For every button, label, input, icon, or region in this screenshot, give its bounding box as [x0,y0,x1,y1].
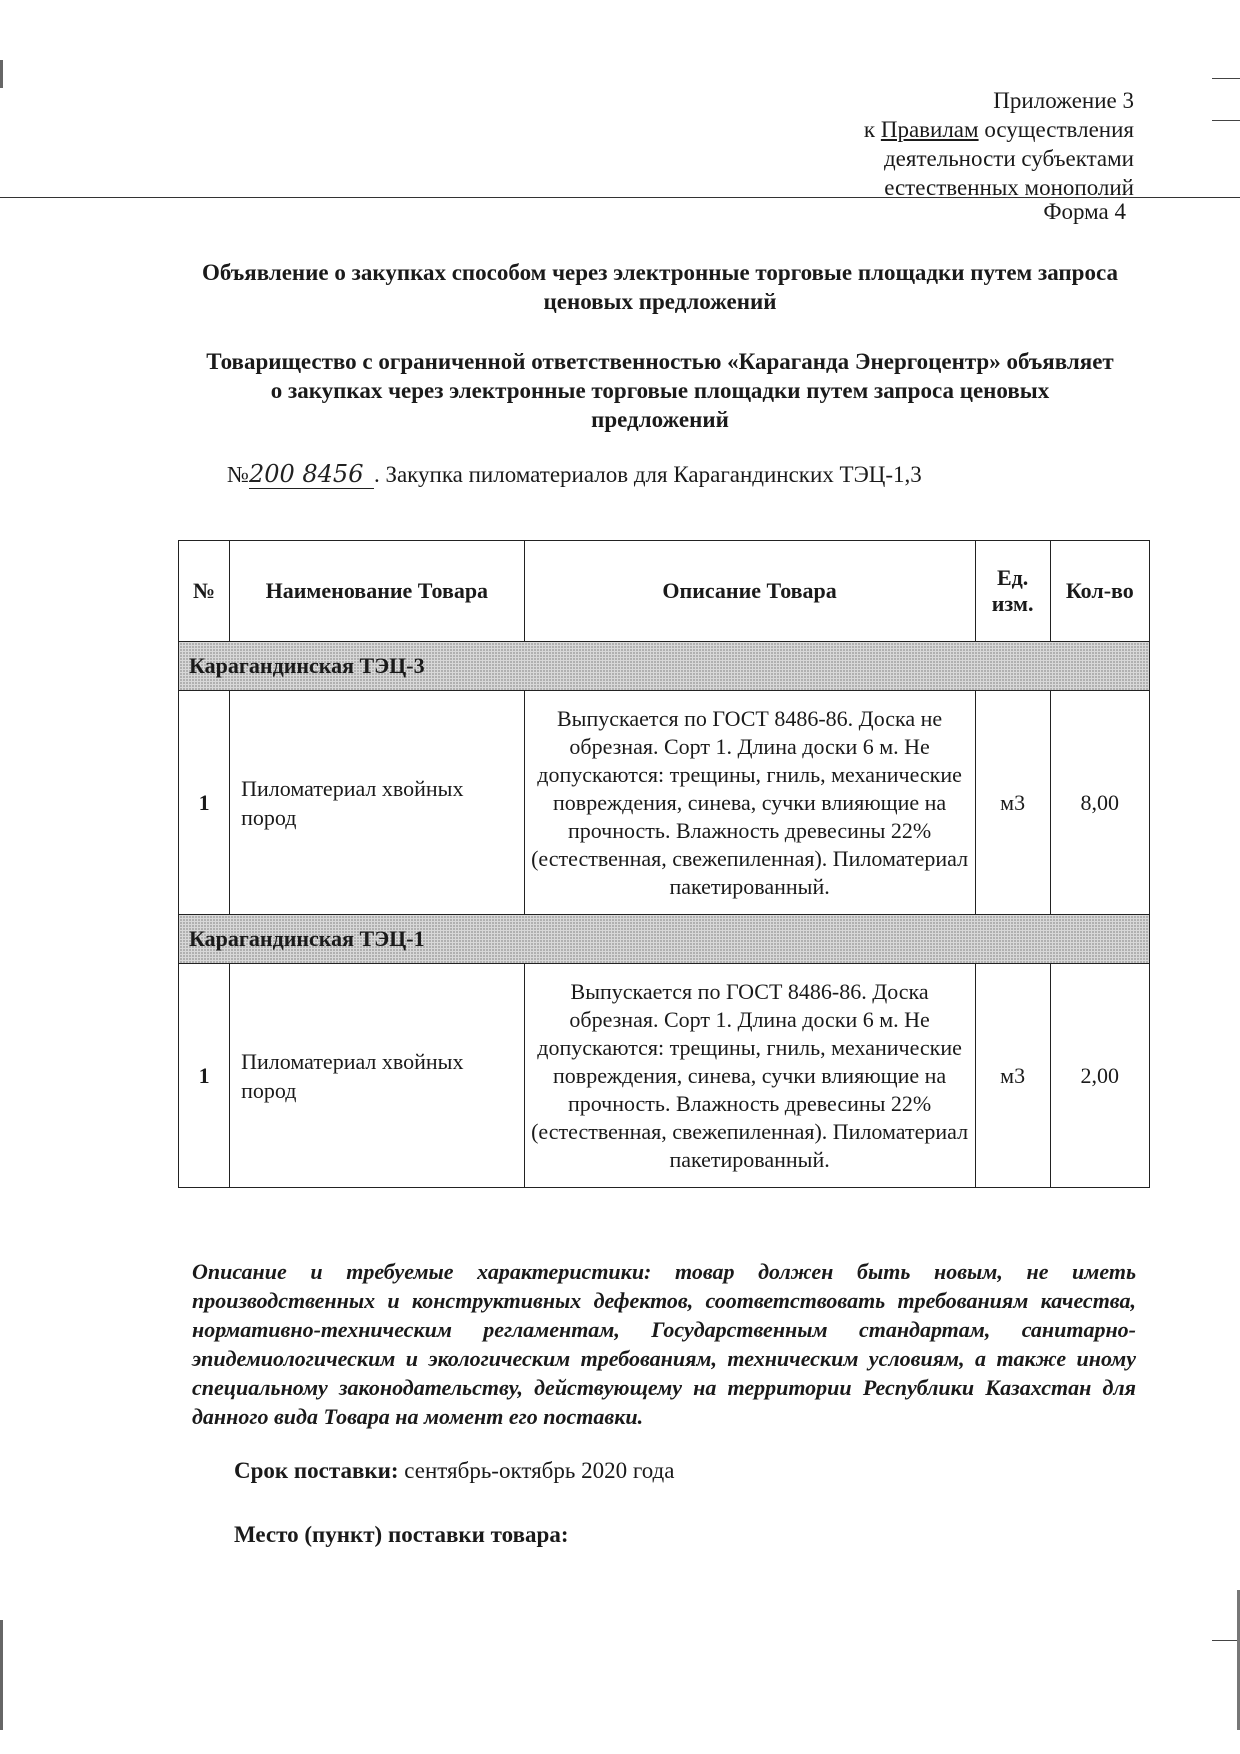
scan-mark [1212,1640,1240,1641]
table-row [179,964,1150,1188]
delivery-place-label: Место (пункт) поставки товара: [234,1522,569,1547]
row-name: Пиломатериал хвойных пород [230,691,524,915]
table-header-row [179,541,1150,642]
annex-line: к Правилам осуществления [863,117,1134,142]
header-description: Описание Товара [524,541,975,642]
header-unit: Ед. изм. [975,541,1050,642]
delivery-value: сентябрь-октябрь 2020 года [398,1458,675,1483]
goods-table [178,540,1150,1188]
header-number: № [179,541,230,642]
section-title: Карагандинская ТЭЦ-1 [189,926,425,951]
form-number: Форма 4 [1043,199,1126,224]
requirements-text: товар должен быть новым, не иметь производственных и конструктивных дефектов, соответствовать требованиям качества, нормативно-техническим регламентам, Государственным стандартам, санитарно-эпидемиологическим и экологическим требованиям, техническим условиям, а также иному специальному законодательству, действующему на территории Республики Казахстан для данного вида Товара на момент его поставки. [192,1259,1137,1429]
requirements-paragraph [192,1257,1136,1431]
scan-mark [1212,78,1240,79]
scan-mark [0,60,3,88]
section-row [179,642,1150,691]
annex-block [864,86,1134,202]
row-quantity: 8,00 [1050,691,1149,915]
section-title: Карагандинская ТЭЦ-3 [189,653,425,678]
section-row [179,915,1150,964]
annex-line: деятельности субъектами [883,146,1134,171]
rules-link: Правилам [880,117,979,142]
requirements-label: Описание и требуемые характеристики: [192,1259,652,1284]
row-quantity: 2,00 [1050,964,1149,1188]
row-description: Выпускается по ГОСТ 8486-86. Доска обрезная. Сорт 1. Длина доски 6 м. Не допускаются: трещины, гниль, механические повреждения, синева, сучки влияющие на прочность. Влажность древесины 22% (естественная, свежепиленная). Пиломатериал пакетированный. [524,964,975,1188]
delivery-term [234,1458,674,1484]
purchase-line: №200 8456 . Закупка пиломатериалов для Карагандинских ТЭЦ-1,3 [227,460,922,488]
scan-mark [1212,120,1240,121]
delivery-label: Срок поставки: [234,1458,399,1483]
scan-mark [0,1620,3,1730]
row-number: 1 [179,964,230,1188]
page-subtitle: Товарищество с ограниченной ответственностью «Караганда Энергоцентр» объявляет о закупках через электронные торговые площадки путем запроса ценовых предложений [206,349,1114,432]
annex-line: естественных монополий [884,175,1134,200]
annex-line: Приложение 3 [993,88,1134,113]
handwritten-number: 200 8456 [249,460,374,489]
row-description: Выпускается по ГОСТ 8486-86. Доска не обрезная. Сорт 1. Длина доски 6 м. Не допускаются: трещины, гниль, механические повреждения, синева, сучки влияющие на прочность. Влажность древесины 22% (естественная, свежепиленная). Пиломатериал пакетированный. [524,691,975,915]
row-name: Пиломатериал хвойных пород [230,964,524,1188]
page-title: Объявление о закупках способом через электронные торговые площадки путем запроса ценовых предложений [202,260,1118,314]
row-unit: м3 [975,964,1050,1188]
table-row [179,691,1150,915]
row-number: 1 [179,691,230,915]
header-name: Наименование Товара [230,541,524,642]
row-unit: м3 [975,691,1050,915]
header-quantity: Кол-во [1050,541,1149,642]
